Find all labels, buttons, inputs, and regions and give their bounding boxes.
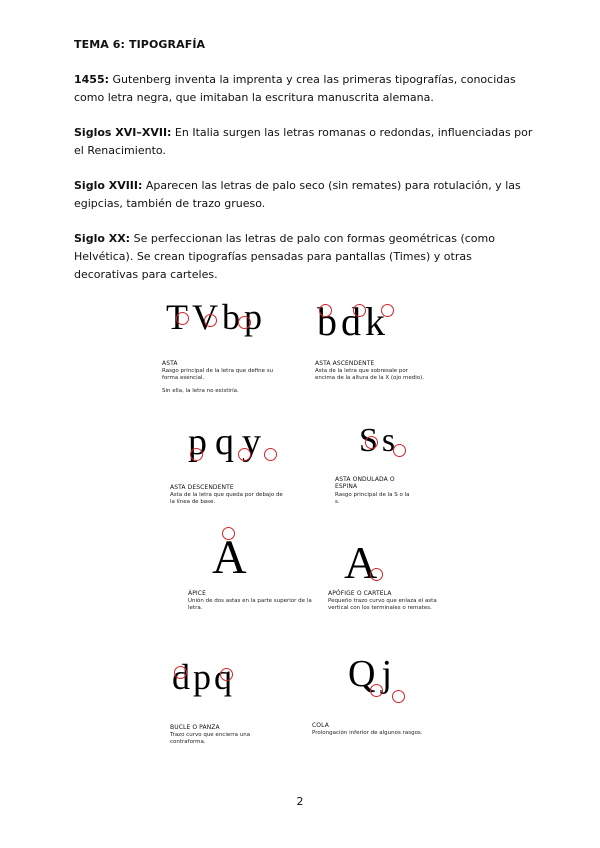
asta-ascendente-title: ASTA ASCENDENTE [315,360,375,367]
apofige-title: APÓFIGE O CARTELA [328,590,392,597]
highlight-circle [190,448,203,461]
asta-glyphs: TVbp [166,297,266,337]
highlight-circle [393,444,406,457]
asta-ondulada-text: Rasgo principal de la S o la s. [335,492,410,505]
paragraph-lead: Siglo XX: [74,232,131,245]
paragraph-lead: 1455: [74,73,110,86]
asta-text: Rasgo principal de la letra que define su forma esencial. [162,368,274,381]
bucle-glyphs: dpq [172,657,235,697]
bucle-text: Trazo curvo que encierra una contraforma. [170,732,251,745]
cola-text: Prolongación inferior de algunos rasgos. [312,730,423,736]
paragraph-siglo-xviii [74,177,534,213]
apice-text: Unión de dos astas en la parte superior de la letra. [188,598,312,611]
highlight-circle [264,448,277,461]
asta-descendente-glyphs: pqy [188,421,269,463]
highlight-circle [204,314,217,327]
highlight-circle [353,304,366,317]
highlight-circle [392,690,405,703]
asta-ondulada-glyphs: Ss [359,422,400,459]
cola-title: COLA [312,722,329,729]
asta-descendente-title: ASTA DESCENDENTE [170,484,234,491]
paragraph-text: Se perfeccionan las letras de palo con formas geométricas (como Helvética). Se crean tipografías pensadas para pantallas (Times) y otras decorativas para carteles. [74,232,495,281]
asta-ascendente-text: Asta de la letra que sobresale por encima de la altura de la X (ojo medio). [315,368,425,381]
asta-ondulada-title: ASTA ONDULADA O ESPINA [335,476,395,490]
paragraph-siglo-xx [74,230,534,284]
highlight-circle [319,304,332,317]
highlight-circle [381,304,394,317]
paragraph-1455 [74,71,534,107]
paragraph-text: En Italia surgen las letras romanas o redondas, influenciadas por el Renacimiento. [74,126,533,157]
cola-glyphs: Qj [348,653,398,695]
apofige-glyphs: A [344,537,378,588]
apice-title: ÁPICE [188,590,206,597]
highlight-circle [174,666,187,679]
paragraph-lead: Siglos XVI–XVII: [74,126,172,139]
highlight-circle [220,668,233,681]
asta-descendente-text: Asta de la letra que queda por debajo de la línea de base. [170,492,283,505]
highlight-circle [222,527,235,540]
asta-title: ASTA [162,360,178,367]
typography-anatomy-figure [140,292,460,772]
bucle-title: BUCLE O PANZA [170,724,220,731]
apice-glyphs: A [212,531,247,584]
paragraph-text: Aparecen las letras de palo seco (sin remates) para rotulación, y las egipcias, también de trazo grueso. [74,179,521,210]
page-number: 2 [296,795,304,808]
highlight-circle [238,448,251,461]
paragraph-lead: Siglo XVIII: [74,179,143,192]
page-title: TEMA 6: TIPOGRAFÍA [74,38,206,51]
highlight-circle [370,684,383,697]
asta-note: Sin ella, la letra no existiría. [162,388,239,394]
paragraph-text: Gutenberg inventa la imprenta y crea las primeras tipografías, conocidas como letra negra, que imitaban la escritura manuscrita alemana. [74,73,516,104]
apofige-text: Pequeño trazo curvo que enlaza el asta vertical con los terminales o remates. [328,598,437,611]
highlight-circle [238,316,251,329]
highlight-circle [365,436,378,449]
paragraph-siglos-xvi-xvii [74,124,534,160]
highlight-circle [176,312,189,325]
highlight-circle [370,568,383,581]
asta-ascendente-glyphs: bdk [317,299,389,344]
